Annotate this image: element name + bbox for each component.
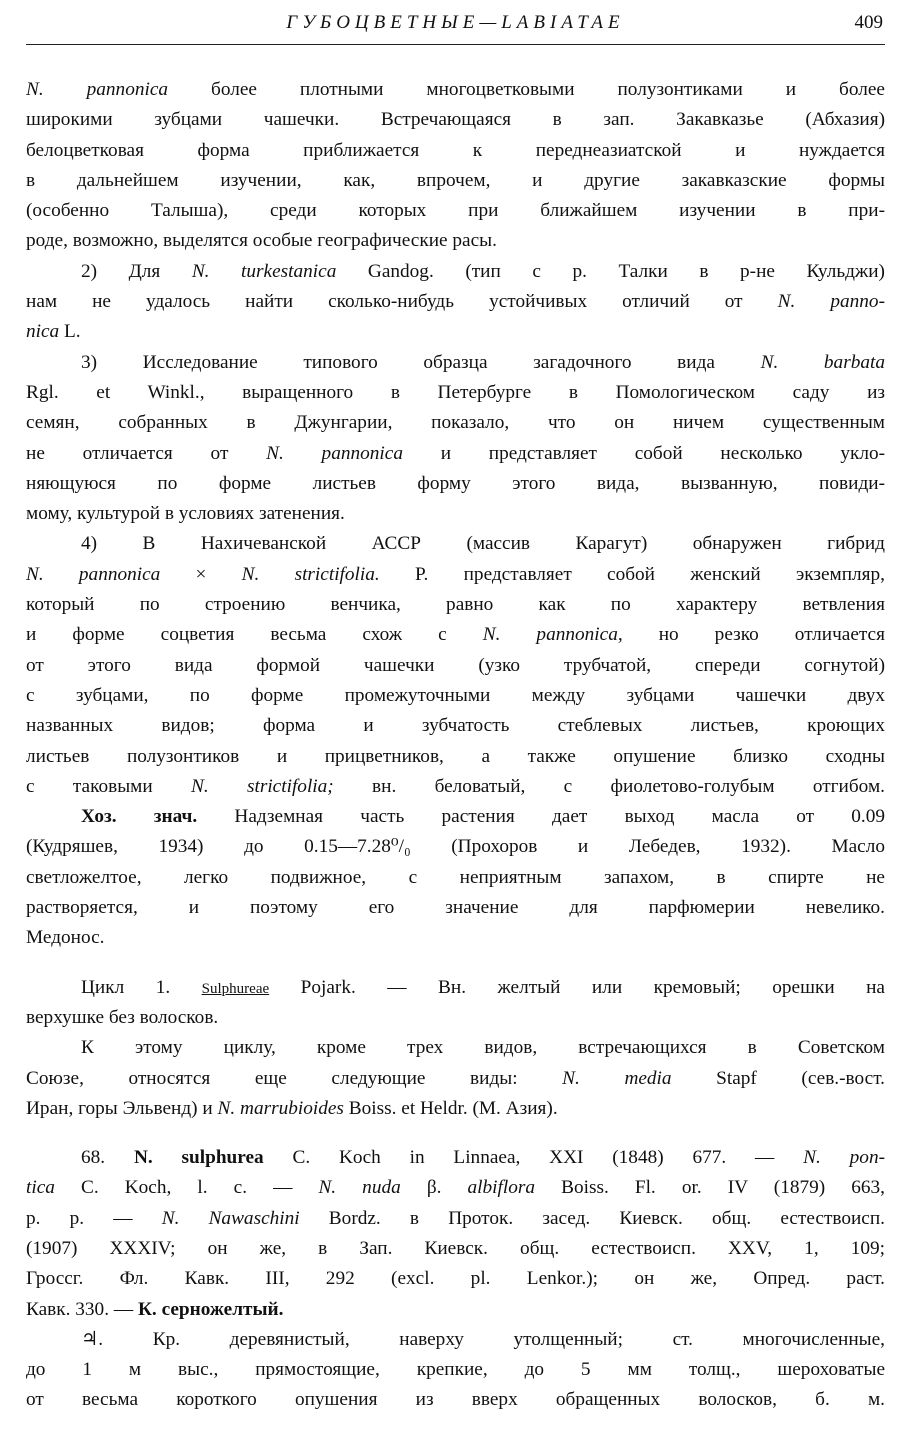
text-run: широкими зубцами чашечки. Встречающаяся в зап. Закавказье (Абхазия) [26, 109, 885, 131]
header-rule [26, 44, 885, 45]
text-line [26, 378, 885, 408]
text-run: вн. беловатый, с фиолетово-голубым отгибом. [333, 775, 885, 797]
text-run: 3) Исследование типового образца загадочного вида [81, 351, 761, 373]
text-line [26, 257, 885, 287]
text-line [26, 620, 885, 650]
text-line [26, 408, 885, 438]
text-line [26, 105, 885, 135]
text-line [26, 863, 885, 893]
text-run: до 1 м выс., прямостоящие, крепкие, до 5 мм толщ., шероховатые [26, 1359, 885, 1381]
paragraph [26, 1143, 885, 1325]
paragraph [26, 257, 885, 348]
text-line [26, 1264, 885, 1294]
text-line [26, 439, 885, 469]
text-line [26, 1385, 885, 1415]
italic-taxon-name: N. strictifolia; [190, 775, 334, 797]
text-run: Надземная часть растения дает выход масла от 0.09 [197, 806, 886, 828]
text-line [26, 499, 885, 529]
italic-taxon-name: N. panno- [777, 291, 885, 313]
text-run: названных видов; форма и зубчатость стеблевых листьев, кроющих [26, 715, 885, 737]
underlined-small-text: Sulphureae [201, 980, 270, 997]
text-run: (1907) XXXIV; он же, в Зап. Киевск. общ. естествоисп. XXV, 1, 109; [26, 1237, 885, 1259]
text-line [26, 1234, 885, 1264]
text-run: Цикл 1. [81, 976, 202, 998]
text-run: Медонос. [26, 927, 105, 949]
page-number: 409 [854, 12, 883, 33]
text-run: Кавк. 330. — [26, 1298, 138, 1320]
text-line [26, 196, 885, 226]
italic-taxon-name: N. nuda [318, 1177, 401, 1199]
text-line [26, 348, 885, 378]
text-run: Pojark. — Вн. желтый или кремовый; орешки на [269, 976, 885, 998]
text-line [26, 1325, 885, 1355]
paragraph [26, 1033, 885, 1124]
text-run: 68. [81, 1147, 134, 1169]
text-line [26, 166, 885, 196]
text-run: Boiss. Fl. or. IV (1879) 663, [535, 1177, 885, 1199]
text-run: но резко отличается [622, 624, 885, 646]
text-line [26, 772, 885, 802]
text-run: Иран, горы Эльвенд) и [26, 1097, 218, 1119]
text-run: Gandog. (тип с р. Талки в р-не Кульджи) [336, 260, 885, 282]
text-run: Союзе, относятся еще следующие виды: [26, 1067, 563, 1089]
text-line [26, 560, 885, 590]
text-run: p. p. — [26, 1207, 162, 1229]
text-run: с зубцами, по форме промежуточными между зубцами чашечки двух [26, 684, 885, 706]
text-run: (Кудряшев, 1934) до 0.15—7.28⁰/₀ (Прохоров и Лебедев, 1932). Масло [26, 836, 885, 858]
text-line [26, 590, 885, 620]
italic-taxon-name: N. marrubioides [217, 1097, 344, 1119]
text-run: C. Koch in Linnaea, XXI (1848) 677. — [263, 1147, 804, 1169]
bold-text: Хоз. знач. [81, 806, 198, 828]
italic-taxon-name: N. barbata [760, 351, 885, 373]
text-run: C. Koch, l. c. — [54, 1177, 319, 1199]
italic-taxon-name: N. turkestanica [191, 260, 337, 282]
text-line [26, 1295, 885, 1325]
italic-taxon-name: N. pon- [803, 1147, 886, 1169]
text-line [26, 226, 885, 256]
text-line [26, 711, 885, 741]
italic-taxon-name: N. pannonica [266, 442, 403, 464]
text-run: и представляет собой несколько укло- [402, 442, 886, 464]
italic-taxon-name: N. Nawaschini [161, 1207, 300, 1229]
paragraph [26, 348, 885, 530]
text-run: и форме соцветия весьма схож с [26, 624, 483, 646]
text-run: β. [400, 1177, 468, 1199]
text-run: ♃. Кр. деревянистый, наверху утолщенный; ст. многочисленные, [81, 1328, 885, 1350]
text-run: белоцветковая форма приближается к переднеазиатской и нуждается [26, 139, 885, 161]
text-line [26, 1064, 885, 1094]
text-run: от весьма короткого опушения из вверх обращенных волосков, б. м. [26, 1389, 885, 1411]
text-line [26, 651, 885, 681]
bold-text: К. серножелтый. [137, 1298, 284, 1320]
text-run: с таковыми [26, 775, 191, 797]
text-line [26, 469, 885, 499]
italic-taxon-name: N. pannonica [26, 79, 169, 100]
text-run: P. представляет собой женский экземпляр, [379, 563, 885, 585]
paragraph [26, 529, 885, 802]
text-line [26, 802, 885, 832]
italic-taxon-name: nica [26, 321, 60, 343]
italic-taxon-name: tica [26, 1177, 55, 1199]
text-run: мому, культурой в условиях затенения. [26, 503, 345, 525]
text-run: 2) Для [81, 260, 192, 282]
paragraph [26, 973, 885, 1034]
text-run: растворяется, и поэтому его значение для парфюмерии невелико. [26, 897, 885, 919]
italic-taxon-name: N. pannonica [26, 563, 161, 585]
text-run: в дальнейшем изучении, как, впрочем, и другие закавказские формы [26, 169, 885, 191]
text-run: 4) В Нахичеванской АССР (массив Карагут) обнаружен гибрид [81, 533, 885, 555]
text-run: верхушке без волосков. [26, 1006, 219, 1028]
bold-text: N. sulphurea [133, 1147, 264, 1169]
text-run: более плотными многоцветковыми полузонтиками и более [168, 79, 885, 100]
text-line [26, 1143, 885, 1173]
text-run: Stapf (сев.-вост. [671, 1067, 885, 1089]
text-line [26, 75, 885, 105]
text-line [26, 529, 885, 559]
text-line [26, 317, 885, 347]
paragraph [26, 802, 885, 953]
text-run: (особенно Талыша), среди которых при ближайшем изучении в при- [26, 200, 885, 222]
text-line [26, 893, 885, 923]
paragraph [26, 1325, 885, 1416]
body-text [26, 75, 885, 1416]
text-run: нам не удалось найти сколько-нибудь устойчивых отличий от [26, 291, 778, 313]
text-run: Гроссг. Фл. Кавк. III, 292 (excl. pl. Lenkor.); он же, Опред. раст. [26, 1268, 885, 1290]
page-header [26, 10, 885, 42]
italic-taxon-name: N. strictifolia. [241, 563, 380, 585]
text-line [26, 832, 885, 862]
italic-taxon-name: albiflora [467, 1177, 536, 1199]
text-run: L. [59, 321, 81, 343]
text-run: светложелтое, легко подвижное, с неприятным запахом, в спирте не [26, 866, 885, 888]
italic-taxon-name: N. pannonica, [482, 624, 623, 646]
text-run: семян, собранных в Джунгарии, показало, что он ничем существенным [26, 412, 885, 434]
text-run: няющуюся по форме листьев форму этого вида, вызванную, повиди- [26, 472, 885, 494]
running-title: ГУБОЦВЕТНЫЕ—LABIATAE [286, 12, 625, 33]
text-run: роде, возможно, выделятся особые географические расы. [26, 230, 497, 252]
text-line [26, 136, 885, 166]
text-line [26, 1355, 885, 1385]
text-run: от этого вида формой чашечки (узко трубчатой, спереди согнутой) [26, 654, 885, 676]
text-line [26, 742, 885, 772]
text-run: Rgl. et Winkl., выращенного в Петербурге в Помологическом саду из [26, 381, 885, 403]
text-run: Boiss. et Heldr. (М. Азия). [343, 1097, 558, 1119]
text-line [26, 923, 885, 953]
text-line [26, 973, 885, 1003]
text-line [26, 1204, 885, 1234]
text-run: не отличается от [26, 442, 267, 464]
text-line [26, 1033, 885, 1063]
paragraph [26, 75, 885, 257]
text-line [26, 1003, 885, 1033]
text-run: К этому циклу, кроме трех видов, встречающихся в Советском [81, 1037, 885, 1059]
italic-taxon-name: N. media [562, 1067, 672, 1089]
text-run: листьев полузонтиков и прицветников, а также опушение близко сходны [26, 745, 885, 767]
text-line [26, 1173, 885, 1203]
text-run: × [160, 563, 242, 585]
text-line [26, 681, 885, 711]
text-line [26, 287, 885, 317]
text-line [26, 1094, 885, 1124]
text-run: Bordz. в Проток. засед. Киевск. общ. естествоисп. [299, 1207, 886, 1229]
text-run: который по строению венчика, равно как по характеру ветвления [26, 594, 885, 616]
